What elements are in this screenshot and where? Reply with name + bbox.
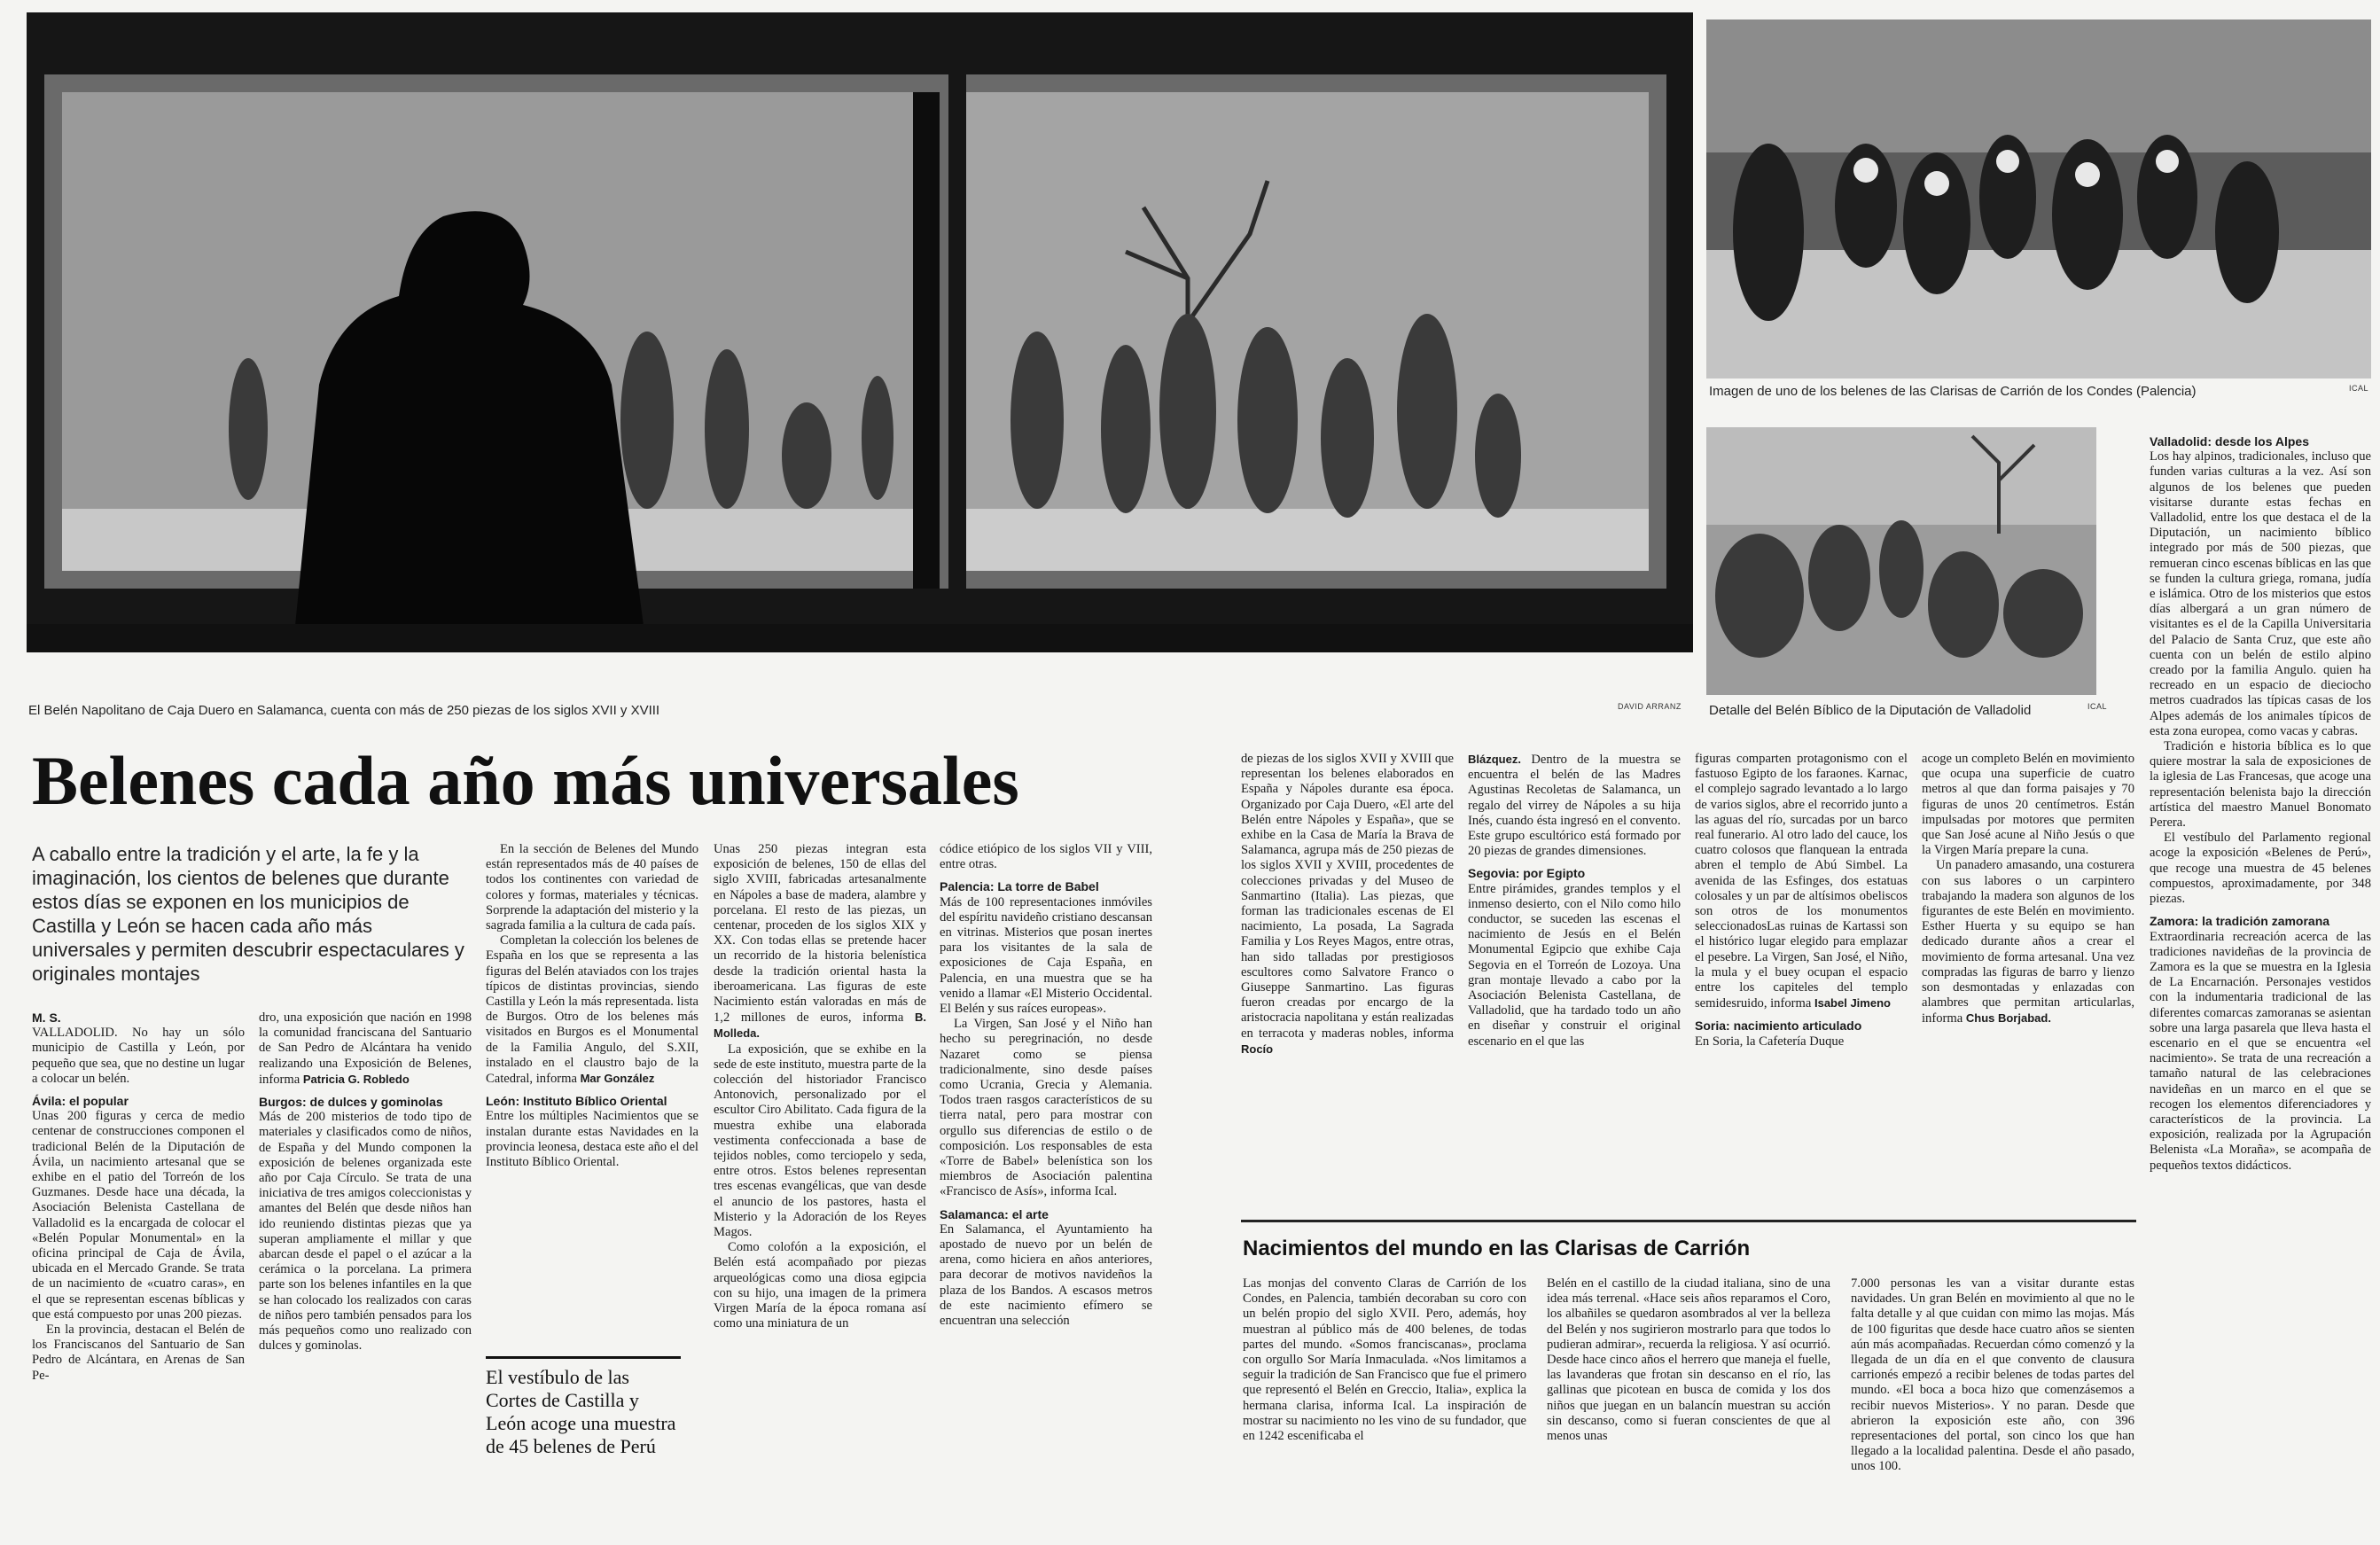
box-headline: Nacimientos del mundo en las Clarisas de Carrión — [1243, 1237, 1751, 1260]
col1-paragraph-2: En la provincia, destacan el Belén de los Franciscanos del Santuario de San Pedro de Alcántara, en Arenas de San Pe- — [32, 1323, 245, 1383]
subhead-zamora: Zamora: la tradición zamorana — [2150, 914, 2330, 929]
article-column-7 — [1468, 752, 1681, 1221]
col4-paragraph-2: La exposición, que se exhibe en la sede de este instituto, muestra parte de la colección del historiador Francisco Antonovich, personalizado por el escultor Ciro Abilitato. Cada figura de la muestra exhibe una elaborada vestimenta confeccionada a base de tejidos nobles, como terciopelo y seda, entre otros. Estos belenes representan tres escenas evangélicas, que van desde el anuncio de los pastores, hasta el Misterio y la Adoración de los Reyes Magos. — [714, 1042, 926, 1240]
box-column-1 — [1243, 1276, 1526, 1533]
col1-intro: VALLADOLID. No hay un sólo municipio de Castilla y León, por pequeño que sea, que no destine un lugar a colocar un belén. — [32, 1026, 245, 1086]
article-lead: A caballo entre la tradición y el arte, la fe y la imaginación, los cientos de belenes que durante estos días se exponen en los municipios de Castilla y León se hacen cada año más universales y permiten descubrir espectaculares y originales montajes — [32, 843, 464, 985]
col5-paragraph-2: Más de 100 representaciones inmóviles del espíritu navideño cristiano descansan en vitrinas. Misterios que posan inertes para los visitantes de la sala de exposiciones de Caja España, en Palencia, en una muestra que se ha venido a llamar «El Misterio Occidental. El Belén y sus raíces europeas». — [940, 894, 1152, 1017]
mid-right-photo — [1706, 427, 2096, 695]
article-column-2 — [259, 1010, 472, 1525]
col6-paragraph-1: de piezas de los siglos XVII y XVIII que representan los belenes elaborados en España y Nápoles durante esa época. Organizado por Caja Duero, «El arte del Belén entre Nápoles y España», que se exhibe en la Casa de María la Brava de Salamanca, agrupa más de 250 piezas de los siglos XVII y XVIII, procedentes de colecciones privadas y del Museo de Sanmartino (Italia). Las piezas, que forman las tradicionales escenas de El nacimiento, La posada, La Sagrada Familia y Los Reyes Magos, entre otras, han sido talladas por prestigiosos escultores como Salvatore Franco o Giuseppe Sanmartino. Las figuras fueron creadas por encargo de la aristocracia napolitana y están realizadas en terracota y maderas nobles, informa — [1241, 752, 1454, 1041]
article-column-10 — [2150, 434, 2371, 1533]
col4-paragraph-1: Unas 250 piezas integran esta exposición de belenes, 150 de ellas del siglo XVIII, fabricadas artesanalmente en Nápoles a base de madera, alambre y porcelana. El resto de las piezas, un centenar, proceden de los siglos XIX y XX. Con todas ellas se pretende hacer un recorrido de la historia belenística desde la tradición oriental hasta la iberoamericana. Las figuras de este Nacimiento están valoradas en más de 1,2 millones de euros, informa — [714, 842, 926, 1026]
article-headline: Belenes cada año más universales — [32, 742, 1019, 819]
subhead-valladolid: Valladolid: desde los Alpes — [2150, 434, 2309, 449]
col2-paragraph-2: Más de 200 misterios de todo tipo de materiales y clasificados como de niños, de España y del Mundo componen la exposición de belenes organizada este año por Caja Círculo. Se trata de una iniciativa de tres amigos coleccionistas y amantes del Belén que desde niños han ido reuniendo distintas piezas que ya superan ampliamente el millar y que abarcan desde el papel o el azúcar a la cerámica o la porcelana. La primera parte son los belenes infantiles en la que se han colocado los realizados con caras de niños pero también pensados para los más pequeños como uno realizado con dulces y gominolas. — [259, 1110, 472, 1354]
col8-paragraph-1: figuras comparten protagonismo con el fastuoso Egipto de los faraones. Karnac, el complejo sagrado levantado a lo largo de varios siglos, abre el recorrido junto a las aguas del río, surcadas por un barco real funerario. Al otro lado del cauce, los cuatro colosos que flanquean la entrada abren el templo de Abú Simbel. La avenida de las Esfinges, dos estatuas colosales y un par de altísimos obeliscos son otros de los monumentos seleccionadosLas ruinas de Kartassi son el histórico lugar elegido para emplazar el pesebre. La Virgen, San José, el Niño, la mula y el buey ocupan el espacio entre los capiteles del templo semidesruido, informa — [1695, 752, 1908, 1011]
col9-paragraph-1: acoge un completo Belén en movimiento que ocupa una superficie de cuatro metros al que dan forma paisajes y 70 figuras de unos 20 centímetros. Están impulsadas por motores que permiten que San José acune al Niño Jesús o que la Virgen María prepare la cuna. — [1922, 752, 2134, 858]
pull-quote: El vestíbulo de las Cortes de Castilla y León acoge una muestra de 45 belenes de Perú — [486, 1356, 681, 1458]
subhead-avila: Ávila: el popular — [32, 1094, 129, 1109]
box-top-rule — [1241, 1220, 2136, 1222]
col9-paragraph-2: Un panadero amasando, una costurera con sus labores o un carpintero trabajando la madera son algunos de los figurantes de este Belén en movimiento. Esther Huerta y su equipo se han dedicado durante años a crear el movimiento de forma artesanal. Una vez compradas las figuras de barro y lienzo son desmontadas y enlazadas con alambres que permitan articularlas, informa — [1922, 858, 2134, 1026]
author-gonzalez: Mar González — [580, 1072, 655, 1086]
byline: M. S. — [32, 1010, 61, 1025]
author-robledo: Patricia G. Robledo — [302, 1072, 410, 1086]
article-column-5 — [940, 842, 1152, 1525]
col3-paragraph-3: Entre los múltiples Nacimientos que se instalan durante estas Navidades en la provincia leonesa, destaca este año el del Instituto Bíblico Oriental. — [486, 1109, 698, 1170]
subhead-palencia: Palencia: La torre de Babel — [940, 879, 1099, 894]
main-photo-left — [27, 12, 966, 652]
col4-paragraph-3: Como colofón a la exposición, el Belén está acompañado por piezas arqueológicas como una diosa egipcia con su hijo, una imagen de la primera Virgen María de la época romana así como una miniatura de un — [714, 1240, 926, 1331]
mid-right-photo-caption: Detalle del Belén Bíblico de la Diputación de Valladolid — [1709, 703, 2032, 718]
subhead-salamanca: Salamanca: el arte — [940, 1206, 1049, 1221]
box-paragraph-3: 7.000 personas les van a visitar durante estas navidades. Un gran Belén en movimiento al que no le falta detalle y al que cuidan con mimo las mojas. Más de 100 figuritas que desde hace cuatro años se sienten aún más acompañadas. Recuerdan cómo comenzó y la llegada de un día en el que convento de clausura carrionés empezó a recibir belenes de todas partes del mundo. «El boca a boca hizo que comenzásemos a recibir nuevos Misterios». Y no paran. Desde que abrieron la exposición este año, con 396 representaciones del portal, son cinco los que han llegado a la localidad palentina. Desde el año pasado, unos 100. — [1851, 1276, 2134, 1474]
col5-paragraph-4: En Salamanca, el Ayuntamiento ha apostado de nuevo por un belén de arena, como hiciera en años anteriores, para decorar de motivos navideños la plaza de los Bandos. A escasos metros de este nacimiento efímero se encuentran una selección — [940, 1221, 1152, 1329]
subhead-leon: León: Instituto Bíblico Oriental — [486, 1094, 667, 1109]
col10-paragraph-1: Los hay alpinos, tradicionales, incluso que funden varias culturas a la vez. Así son algunos de los belenes que pueden visitarse durante estas fechas en Valladolid, entre los que destaca el de la Diputación, un nacimiento bíblico integrado por más de 500 piezas, que remueran cinco escenas bíblicas en las que se funden la cultura griega, romana, judía e islámica. Otro de los misterios que estos días albergará a un gran número de visitantes es el de la Capilla Universitaria del Palacio de Santa Cruz, que este año cuenta con un belén de estilo alpino creado por la familia Angulo. quien ha recreado en un espacio de dieciocho metros cuadrados las típicas casas de los Alpes además de los animales típicos de esta zona europea, como vacas y cabras. — [2150, 449, 2371, 738]
top-right-photo-caption: Imagen de uno de los belenes de las Clarisas de Carrión de los Condes (Palencia) — [1709, 384, 2197, 399]
col5-paragraph-3: La Virgen, San José y el Niño han hecho su peregrinación, no desde Nazaret como se piensa tradicionalmente, sino desde países como Ucrania, Grecia y Alemania. Todos traen rasgos característicos de su tierra natal, pero para mostrar con orgullo sus diferencias de estilo o de composición. Los responsables de esta «Torre de Babel» belenística son los miembros de Asociación palentina «Francisco de Asís», informa Ical. — [940, 1017, 1152, 1199]
author-rocio: Rocío — [1241, 1042, 1274, 1056]
col1-paragraph-1: Unas 200 figuras y cerca de medio centenar de construcciones componen el tradicional Belén de la Diputación de Ávila, un nacimiento artesanal que se exhibe en el patio del Torreón de los Guzmanes. Desde hace una década, la Asociación Belenista Castellana de Valladolid es la encargada de colocar el «Belén Popular Monumental» en la oficina principal de Caja de Ávila, ubicada en el Mercado Grande. Se trata de un nacimiento de «cuatro caras», en el que se representan escenas bíblicas y que está compuesto por unas 200 piezas. — [32, 1109, 245, 1322]
box-paragraph-1: Las monjas del convento Claras de Carrión de los Condes, en Palencia, también decoraban su coro con un belén propio del siglo XVII. Pero, además, hoy muestran al público más de 400 belenes, de todas partes del mundo. «Somos franciscanas», proclama con orgullo Sor María Inmaculada. «Nos limitamos a seguir la tradición de San Francisco que fue el primero que representó el Belén en Greccio, Italia», explica la hermana clarisa, informa Ical. La inspiración de mostrar su nacimiento no les vino de su fundador, que en 1242 escenificaba el — [1243, 1276, 1526, 1444]
box-column-2 — [1547, 1276, 1830, 1533]
subhead-segovia: Segovia: por Egipto — [1468, 866, 1586, 881]
author-molleda: B. Molleda. — [714, 1010, 926, 1041]
top-right-photo — [1706, 20, 2371, 378]
article-column-3 — [486, 842, 698, 1338]
col2-paragraph-1: dro, una exposición que nación en 1998 la comunidad franciscana del Santuario de San Pedro de Alcántara ha venido realizando una Exposición de Belenes, informa — [259, 1010, 472, 1087]
col10-paragraph-3: El vestíbulo del Parlamento regional acoge la exposición «Belenes de Perú», que recoge una muestra de 45 belenes compuestos, aproximadamente, por 348 piezas. — [2150, 831, 2371, 907]
main-photo-credit: DAVID ARRANZ — [1618, 702, 1682, 711]
article-column-1 — [32, 1010, 245, 1525]
article-column-6 — [1241, 752, 1454, 1221]
col3-paragraph-2: Completan la colección los belenes de España en los que se representa a las figuras del Belén ataviados con los trajes típicos de distintas provincias, siendo Castilla y León la más representada. lista de Burgos. Otro de los belenes más visitados en Burgos es el Monumental de la Familia Angulo, del S.XII, instalado en el claustro bajo de la Catedral, informa — [486, 933, 698, 1087]
col7-paragraph-1: Dentro de la muestra se encuentra el belén de las Madres Agustinas Recoletas de Salamanca, un regalo del virrey de Nápoles a su hija Inés, cuando ésta ingresó en el convento. Este grupo escultórico está formado por 20 piezas de grandes dimensiones. — [1468, 753, 1681, 859]
article-column-9 — [1922, 752, 2134, 1221]
article-column-4 — [714, 842, 926, 1525]
col8-paragraph-2: En Soria, la Cafetería Duque — [1695, 1034, 1845, 1049]
article-column-8 — [1695, 752, 1908, 1221]
subhead-burgos: Burgos: de dulces y gominolas — [259, 1095, 443, 1110]
box-paragraph-2: Belén en el castillo de la ciudad italiana, sino de una idea más terrenal. «Hace seis años reparamos el Coro, los albañiles se quedaron asombrados al ver la belleza del Belén y nos sugirieron mostrarlo para que todos lo pudieran admirar», recuerda la religiosa. Y así ocurrió. Desde hace cinco años el herrero que maneja el fuelle, las lavanderas que frotan sin descanso en el río, las gallinas que picotean en busca de comida y los dos niños que juegan en un balancín muestran su acción sin descanso, como si fueran conscientes de que al menos unas — [1547, 1276, 1830, 1444]
subhead-soria: Soria: nacimiento articulado — [1695, 1018, 1862, 1034]
author-jimeno: Isabel Jimeno — [1814, 996, 1891, 1010]
top-right-photo-credit: ICAL — [2349, 384, 2369, 393]
col10-paragraph-2: Tradición e historia bíblica es lo que quiere mostrar la sala de exposiciones de la iglesia de Las Francesas, que acoge una representación belenista bajo la dirección artística del maestro Manuel Bonomato Perera. — [2150, 739, 2371, 831]
col10-paragraph-4: Extraordinaria recreación acerca de las tradiciones navideñas de la provincia de Zamora es la que se muestra en la Iglesia de La Encarnación. Personajes vestidos con la indumentaria tradicional de las diferentes comarcas zamoranas se asientan sobre una larga pasarela que lleva hasta el escenario en el que se encuentra «el nacimiento». Se trata de una recreación a tamaño natural de las celebraciones navideñas en un marco en el que se recogen los elementos diferenciadores y característicos de la provincia. La exposición, realizada por la Agrupación Belenista «La Moraña», se acompaña de pequeños textos didácticos. — [2150, 929, 2371, 1173]
box-column-3 — [1851, 1276, 2134, 1533]
mid-right-photo-credit: ICAL — [2087, 702, 2108, 711]
col3-paragraph-1: En la sección de Belenes del Mundo están representados más de 40 países de todos los continentes con variedad de colores y formas, materiales y técnicas. Sorprende la adaptación del misterio y la sagrada familia a la cultura de cada país. — [486, 842, 698, 933]
col7-paragraph-2: Entre pirámides, grandes templos y el inmenso desierto, con el Nilo como hilo conductor, se suceden las escenas el nacimiento de Jesús en el Belén Monumental Egipcio que exhibe Caja Segovia en el Torreón de Lozoya. Una gran montaje llevado a cabo por la Asociación Belenista Castellana, de Valladolid, que ha tardado todo un año en diseñar y construir el original escenario en el que las — [1468, 881, 1681, 1049]
main-photo-caption: El Belén Napolitano de Caja Duero en Salamanca, cuenta con más de 250 piezas de los siglos XVII y XVIII — [28, 703, 660, 718]
author-borjabad: Chus Borjabad. — [1965, 1011, 2051, 1026]
main-photo-right — [966, 12, 1693, 652]
author-blazquez: Blázquez. — [1468, 753, 1521, 766]
col5-paragraph-1: códice etiópico de los siglos VII y VIII, entre otras. — [940, 842, 1152, 872]
